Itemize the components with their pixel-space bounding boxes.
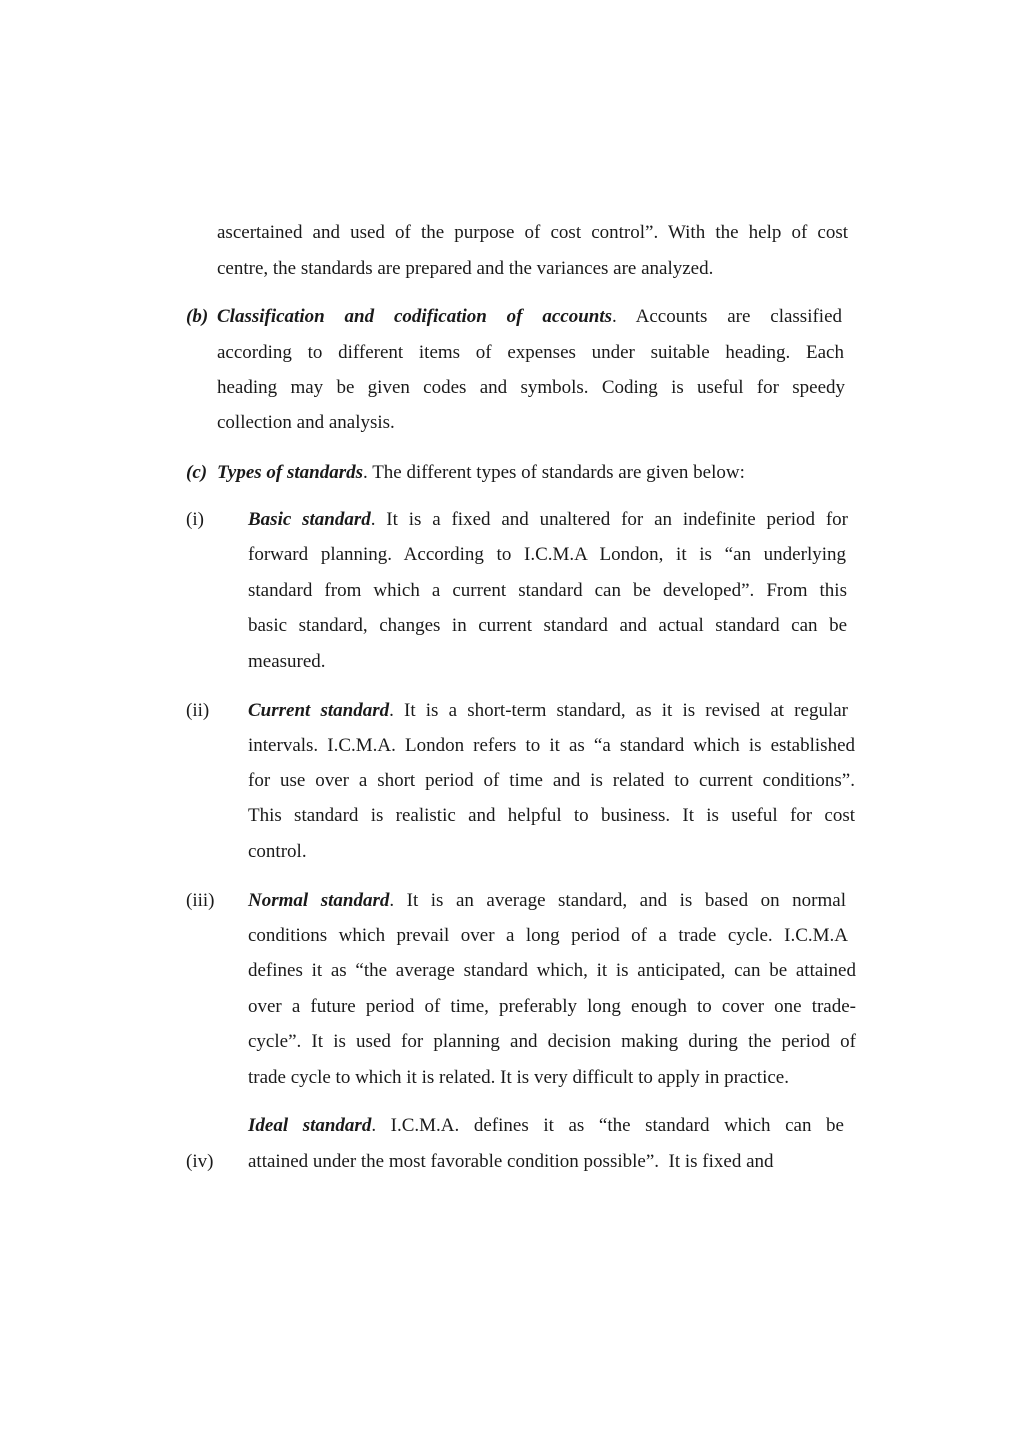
- item-text: . It is a fixed and unaltered for an indefinite period for: [370, 509, 848, 530]
- item-line: trade cycle to which it is related. It is very difficult to apply in practice.: [248, 1067, 789, 1088]
- section-b-line: according to different items of expenses under suitable heading. Each: [217, 342, 844, 363]
- item-first-line: [248, 1114, 844, 1138]
- section-b-line: heading may be given codes and symbols. Coding is useful for speedy: [217, 377, 845, 398]
- item-first-line: [248, 699, 848, 723]
- section-b-heading: Classification and codification of accounts: [217, 306, 613, 327]
- item-line: intervals. I.C.M.A. London refers to it as “a standard which is established: [248, 735, 855, 756]
- item-line: defines it as “the average standard which, it is anticipated, can be attained: [248, 960, 856, 981]
- intro-line: centre, the standards are prepared and the variances are analyzed.: [217, 258, 714, 279]
- item-line: over a future period of time, preferably long enough to cover one trade-: [248, 996, 856, 1017]
- section-c-text: . The different types of standards are given below:: [363, 462, 745, 483]
- item-line: control.: [248, 841, 307, 862]
- item-heading: Normal standard: [248, 890, 390, 911]
- item-first-line: [248, 508, 848, 532]
- item-first-line: [248, 889, 846, 913]
- item-line: This standard is realistic and helpful to business. It is useful for cost: [248, 805, 855, 826]
- item-heading: Ideal standard: [248, 1115, 372, 1136]
- item-text: . I.C.M.A. defines it as “the standard which can be: [371, 1115, 844, 1136]
- item-line: cycle”. It is used for planning and decision making during the period of: [248, 1031, 856, 1052]
- section-b-line: collection and analysis.: [217, 412, 395, 433]
- section-b-label: (b): [186, 306, 209, 327]
- section-c-label: (c): [186, 462, 208, 483]
- item-label: (iv): [186, 1151, 214, 1172]
- item-line: forward planning. According to I.C.M.A London, it is “an underlying: [248, 544, 846, 565]
- item-heading: Current standard: [248, 700, 390, 721]
- item-text: . It is an average standard, and is based on normal: [389, 890, 846, 911]
- item-line: measured.: [248, 651, 326, 672]
- intro-line: ascertained and used of the purpose of cost control”. With the help of cost: [217, 222, 848, 243]
- section-c-heading: Types of standards: [217, 462, 364, 483]
- item-text: . It is a short-term standard, as it is revised at regular: [389, 700, 848, 721]
- item-heading: Basic standard: [248, 509, 371, 530]
- item-label: (i): [186, 509, 204, 530]
- item-line: attained under the most favorable condition possible”. It is fixed and: [248, 1151, 774, 1172]
- item-line: basic standard, changes in current standard and actual standard can be: [248, 615, 847, 636]
- item-label: (iii): [186, 890, 215, 911]
- section-b-first-line: [217, 305, 842, 329]
- section-c-first-line: [217, 461, 745, 485]
- item-label: (ii): [186, 700, 210, 721]
- item-line: standard from which a current standard can be developed”. From this: [248, 580, 847, 601]
- item-line: for use over a short period of time and is related to current conditions”.: [248, 770, 855, 791]
- item-line: conditions which prevail over a long period of a trade cycle. I.C.M.A: [248, 925, 848, 946]
- section-b-text: . Accounts are classified: [612, 306, 843, 327]
